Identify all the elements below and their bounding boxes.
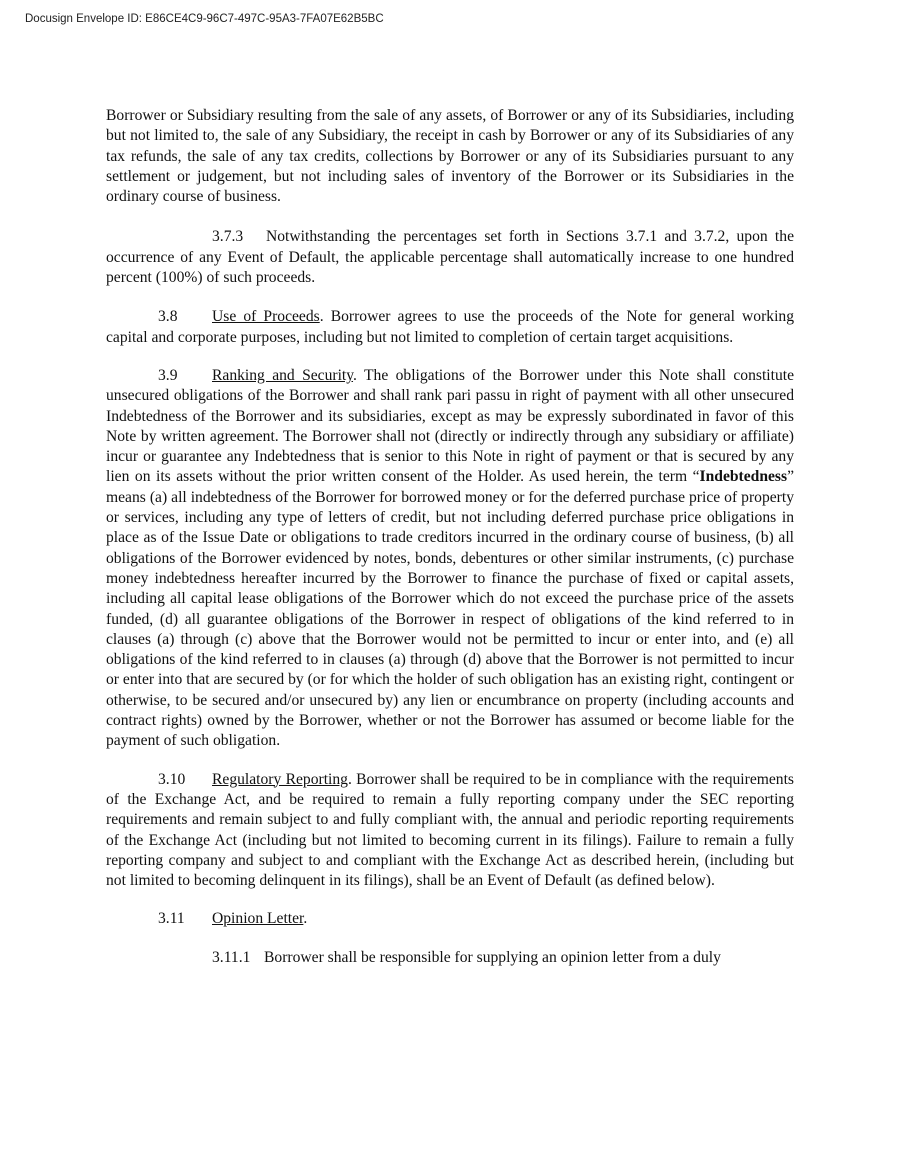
section-number: 3.7.3	[212, 228, 244, 246]
section-number: 3.8	[158, 308, 178, 326]
section-text: . The obligations of the Borrower under this Note shall constitute unsecured obligations of the Borrower and shall rank pari passu in right of payment with all other unsecured Indebtedness of the Borrower and its subsidiaries, except as may be expressly subordinated in favor of this Note by written agreement. The Borrower shall not (directly or indirectly through any subsidiary or affiliate) incur or guarantee any Indebtedness that is senior to this Note in right of payment or that is secured by any lien on its assets without the prior written consent of the Holder. As used herein, the term “	[106, 366, 795, 486]
section-heading: Regulatory Reporting	[212, 770, 348, 788]
section-text: .	[303, 910, 308, 928]
section-3-8	[106, 307, 794, 348]
section-heading: Use of Proceeds	[212, 308, 320, 326]
section-text: Notwithstanding the percentages set forth in Sections 3.7.1 and 3.7.2, upon the occurrence of any Event of Default, the applicable percentage shall automatically increase to one hundred percent (100%) of such proceeds.	[106, 228, 794, 287]
section-3-10	[106, 770, 794, 892]
section-text: . Borrower shall be required to be in compliance with the requirements of the Exchange Act, and be required to remain a fully reporting company under the SEC reporting requirements and remain subject to and fully compliant with, the annual and periodic reporting requirements of the Exchange Act (including but not limited to becoming current in its filings). Failure to remain a fully reporting company and subject to and compliant with the Exchange Act as described herein, (including but not limited to becoming delinquent in its filings), shall be an Event of Default (as defined below).	[106, 770, 794, 890]
document-page	[106, 106, 794, 986]
docusign-envelope-id: Docusign Envelope ID: E86CE4C9-96C7-497C-95A3-7FA07E62B5BC	[25, 13, 384, 25]
section-number: 3.10	[158, 770, 186, 788]
section-3-9	[106, 366, 794, 752]
paragraph-continuation: Borrower or Subsidiary resulting from the sale of any assets, of Borrower or any of its Subsidiaries, including but not limited to, the sale of any Subsidiary, the receipt in cash by Borrower or any of its Subsidiaries of any tax refunds, the sale of any tax credits, collections by Borrower or any of its Subsidiaries pursuant to any settlement or judgement, but not including sales of inventory of the Borrower or its Subsidiaries in the ordinary course of business.	[106, 107, 794, 206]
section-heading: Ranking and Security	[212, 366, 354, 384]
section-3-7-3	[106, 227, 794, 288]
section-heading: Opinion Letter	[212, 910, 304, 928]
defined-term: Indebtedness	[699, 468, 788, 486]
section-3-11	[106, 909, 794, 929]
section-3-11-1	[106, 948, 794, 968]
section-number: 3.9	[158, 366, 178, 384]
section-text: Borrower shall be responsible for supplying an opinion letter from a duly	[264, 948, 721, 966]
section-text-continued: ” means (a) all indebtedness of the Borrower for borrowed money or for the deferred purchase price of property or services, including any type of letters of credit, but not including deferred purchase price obligations in place as of the Issue Date or obligations to trade creditors incurred in the ordinary course of business, (b) all obligations of the Borrower evidenced by notes, bonds, debentures or other similar instruments, (c) purchase money indebtedness hereafter incurred by the Borrower to finance the purchase of fixed or capital assets, including all capital lease obligations of the Borrower which do not exceed the purchase price of the assets funded, (d) all guarantee obligations of the Borrower in respect of obligations of the kind referred to in clauses (a) through (c) above that the Borrower would not be permitted to incur or enter into, and (e) all obligations of the kind referred to in clauses (a) through (d) above that the Borrower is not permitted to incur or enter into that are secured by (or for which the holder of such obligation has an existing right, contingent or otherwise, to be secured and/or unsecured by) any lien or encumbrance on property (including accounts and contract rights) owned by the Borrower, whether or not the Borrower has assumed or become liable for the payment of such obligation.	[106, 468, 794, 750]
section-number: 3.11.1	[212, 948, 251, 966]
section-text: . Borrower agrees to use the proceeds of the Note for general working capital and corporate purposes, including but not limited to completion of certain target acquisitions.	[106, 308, 794, 346]
section-number: 3.11	[158, 910, 185, 928]
